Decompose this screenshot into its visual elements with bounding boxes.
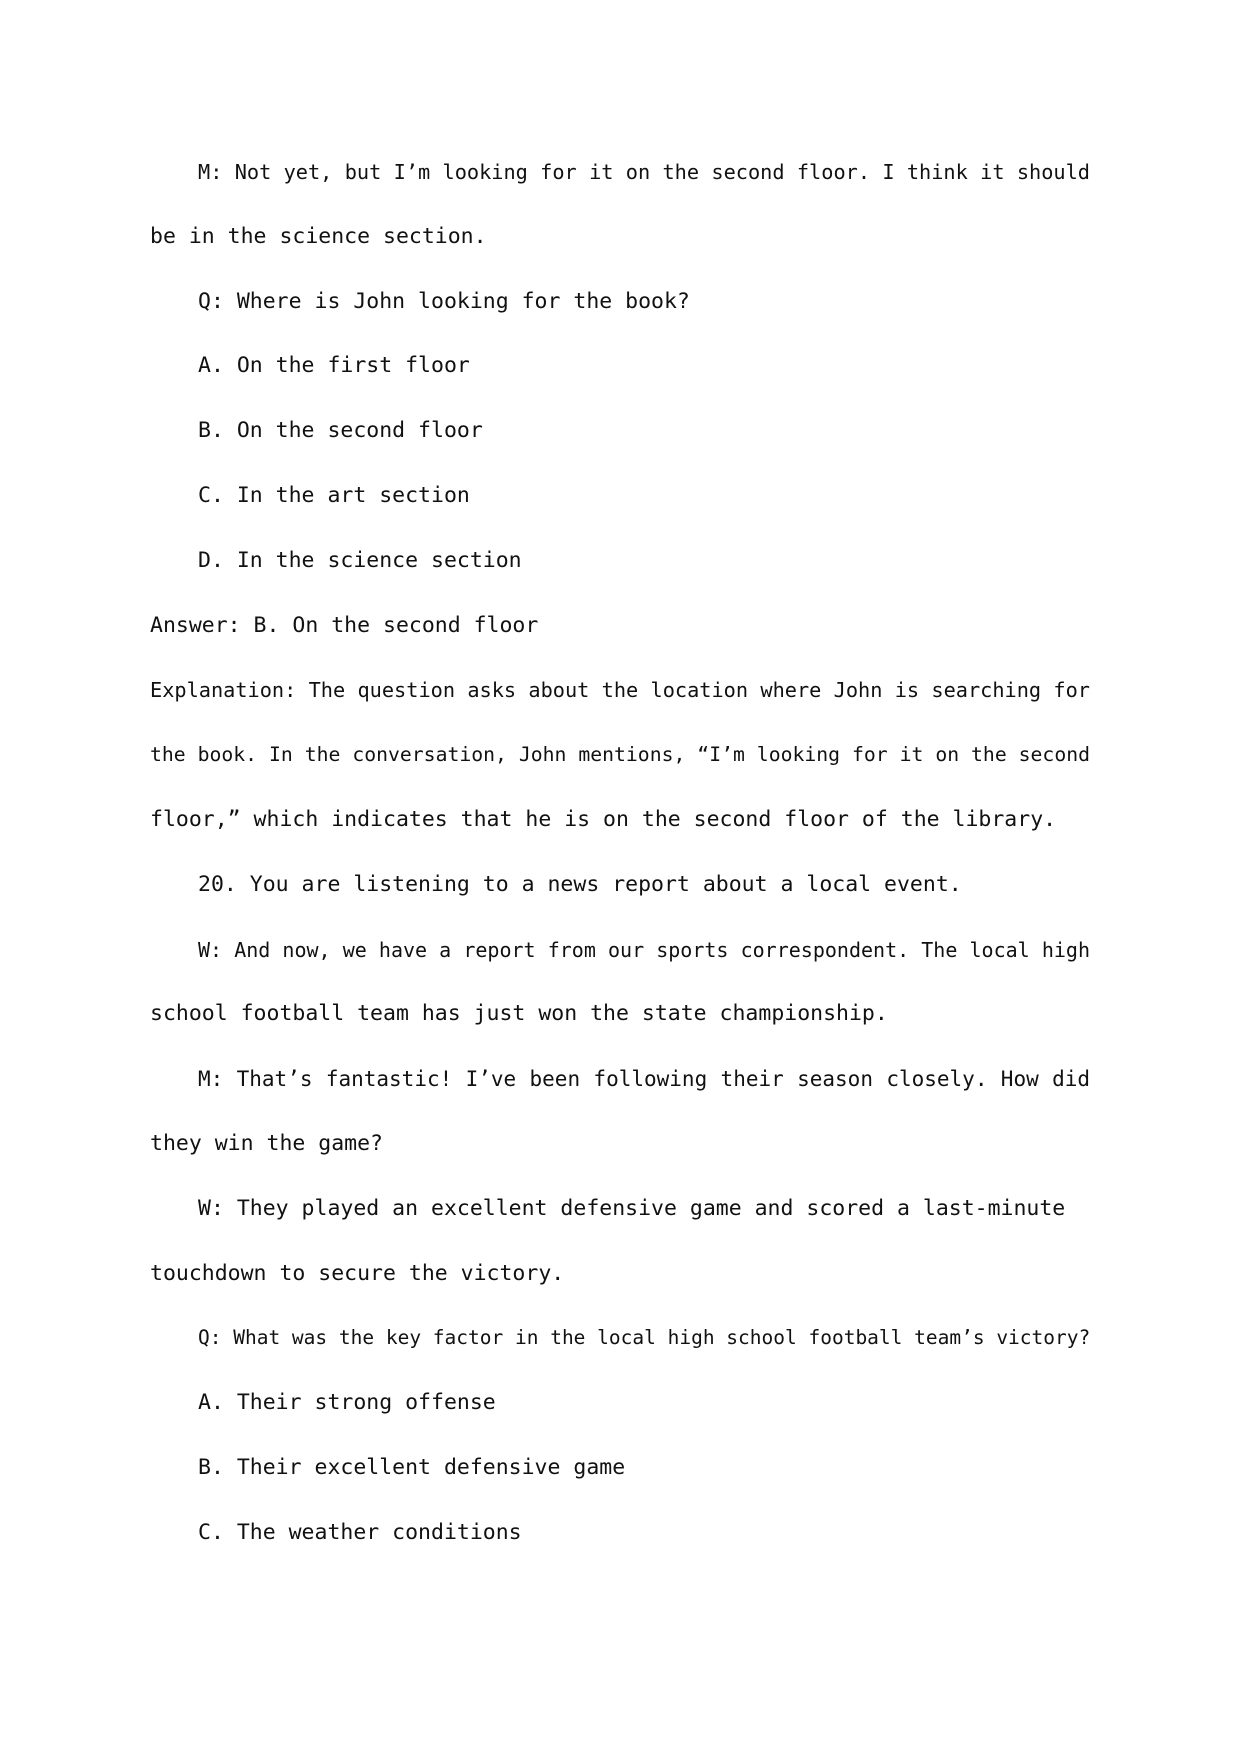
dialogue-line-continued: they win the game? — [150, 1130, 383, 1156]
explanation-line: the book. In the conversation, John mentions, “I’m looking for it on the second — [150, 743, 1090, 767]
option-b: B. On the second floor — [198, 418, 483, 444]
explanation-line: floor,” which indicates that he is on the second floor of the library. — [150, 806, 1057, 832]
dialogue-line: W: They played an excellent defensive game and scored a last-minute — [198, 1195, 1066, 1221]
dialogue-line-continued: school football team has just won the state championship. — [150, 1001, 888, 1027]
option-c: C. In the art section — [198, 482, 470, 508]
dialogue-line-continued: touchdown to secure the victory. — [150, 1260, 565, 1286]
option-c: C. The weather conditions — [198, 1519, 522, 1545]
option-a: A. Their strong offense — [198, 1390, 496, 1416]
dialogue-line: M: That’s fantastic! I’ve been following their season closely. How did — [198, 1067, 1090, 1092]
option-d: D. In the science section — [198, 547, 522, 573]
dialogue-line-continued: be in the science section. — [150, 223, 487, 249]
dialogue-line: W: And now, we have a report from our sports correspondent. The local high — [198, 937, 1090, 962]
option-a: A. On the first floor — [198, 353, 470, 379]
answer-line: Answer: B. On the second floor — [150, 612, 539, 638]
question-line: Q: Where is John looking for the book? — [198, 288, 690, 314]
document-body — [150, 140, 1090, 1566]
option-b: B. Their excellent defensive game — [198, 1454, 626, 1480]
dialogue-line: M: Not yet, but I’m looking for it on the second floor. I think it should — [198, 160, 1090, 184]
item-heading: 20. You are listening to a news report about a local event. — [198, 871, 962, 897]
explanation-line: Explanation: The question asks about the location where John is searching for — [150, 678, 1090, 703]
question-line: Q: What was the key factor in the local high school football team’s victory? — [198, 1326, 1091, 1350]
